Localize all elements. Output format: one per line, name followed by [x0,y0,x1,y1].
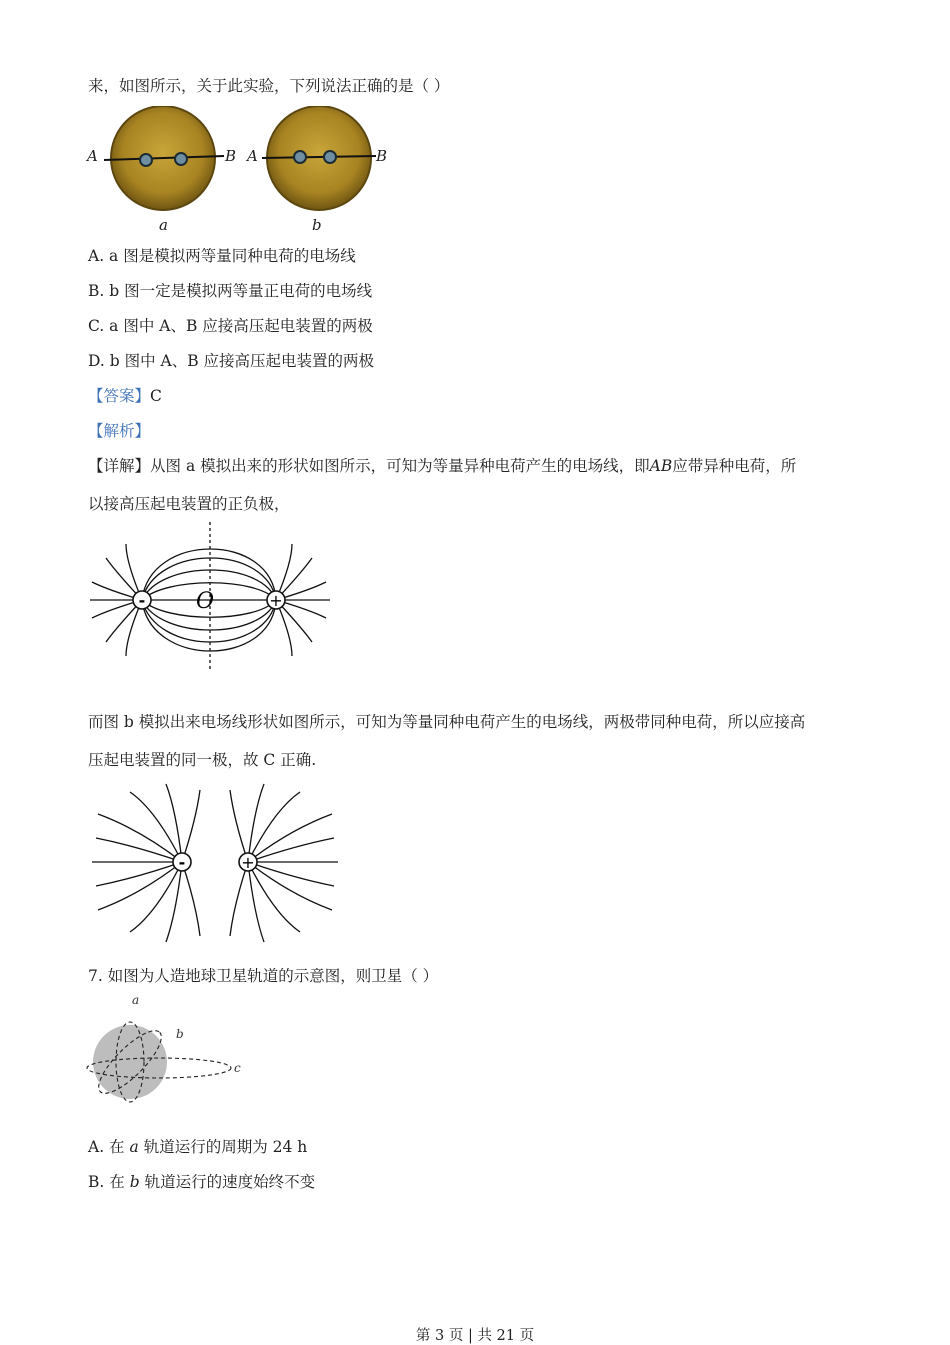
answer-line [88,386,162,406]
caption-b: b [312,216,322,234]
detail-line-1 [88,456,796,476]
like-charges-field-figure [86,780,346,946]
option-b: B. b 图一定是模拟两等量正电荷的电场线 [88,282,373,300]
para2-line-1: 而图 b 模拟出来电场线形状如图所示，可知为等量同种电荷产生的电场线，两极带同种电荷，所以应接高 [88,713,806,731]
dish-b [262,106,376,210]
label-a-left: A [87,147,98,165]
orbit-label-b: b [176,1027,184,1041]
experiment-photo-figure [84,106,394,234]
satellite-orbit-figure [84,992,254,1112]
caption-a: a [159,216,168,234]
label-b-right: B [376,147,388,165]
detail-text-1a: 从图 a 模拟出来的形状如图所示，可知为等量异种电荷产生的电场线，即 [150,457,650,475]
dish-a [104,106,224,210]
analysis-tag: 【解析】 [88,422,151,440]
answer-value: C [150,387,162,405]
center-label: O [196,589,215,614]
q7-option-b-post: 轨道运行的速度始终不变 [144,1173,316,1191]
orbit-label-c: c [234,1061,241,1075]
negative-sign-2: - [178,853,186,872]
q7-option-b [88,1172,315,1192]
answer-tag: 【答案】 [88,387,151,405]
detail-tag: 【详解】 [88,457,151,475]
detail-text-1b: 应带异种电荷，所 [672,457,797,475]
option-a: A. a 图是模拟两等量同种电荷的电场线 [88,247,356,265]
unlike-charges-field-figure [86,522,336,672]
positive-sign-2: + [241,853,255,872]
q7-option-a-var: a [129,1138,139,1156]
q7-option-a-pre: A. 在 [88,1138,125,1156]
option-d: D. b 图中 A、B 应接高压起电装置的两极 [88,352,375,370]
label-a-right: A [247,147,258,165]
question-stem: 来，如图所示，关于此实验，下列说法正确的是（ ） [88,77,450,95]
q7-option-a [88,1137,307,1157]
orbit-label-a: a [132,993,140,1007]
q7-option-a-post: 轨道运行的周期为 24 h [143,1138,308,1156]
option-c: C. a 图中 A、B 应接高压起电装置的两极 [88,317,373,335]
page-footer: 第 3 页 | 共 21 页 [415,1328,535,1344]
label-b-left: B [225,147,237,165]
q7-option-b-pre: B. 在 [88,1173,125,1191]
para2-line-2: 压起电装置的同一极，故 C 正确. [88,751,317,769]
q7-stem: 7. 如图为人造地球卫星轨道的示意图，则卫星（ ） [88,967,439,985]
detail-line-2: 以接高压起电装置的正负极， [88,495,290,513]
negative-sign: - [138,591,146,610]
detail-ab: AB [649,457,673,475]
q7-option-b-var: b [129,1173,140,1191]
positive-sign: + [269,591,283,610]
